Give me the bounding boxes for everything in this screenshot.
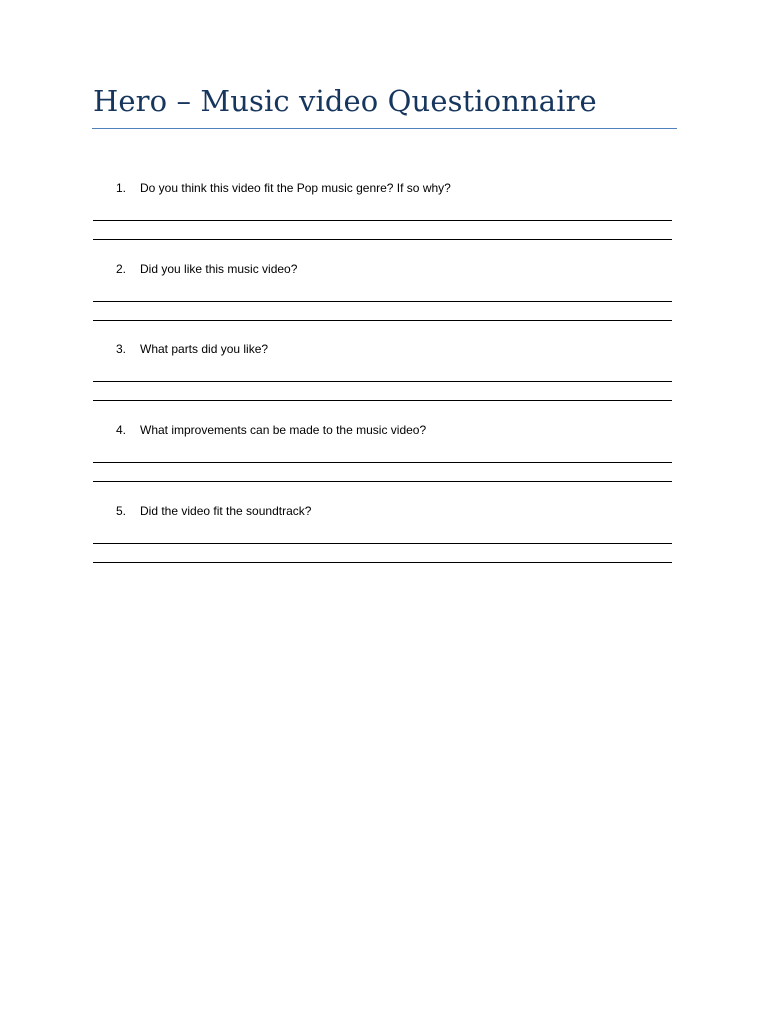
answer-line[interactable]	[93, 301, 672, 302]
question-item	[0, 181, 768, 261]
question-item	[0, 504, 768, 584]
answer-line[interactable]	[93, 562, 672, 563]
question-text: What parts did you like?	[140, 342, 269, 356]
question-number: 2.	[116, 262, 127, 276]
question-number: 4.	[116, 423, 127, 437]
question-item	[0, 262, 768, 342]
question-text: What improvements can be made to the music video?	[140, 423, 427, 437]
answer-line[interactable]	[93, 320, 672, 321]
question-text: Do you think this video fit the Pop music genre? If so why?	[140, 181, 451, 195]
question-text: Did the video fit the soundtrack?	[140, 504, 312, 518]
answer-line[interactable]	[93, 400, 672, 401]
title-underline	[92, 128, 677, 129]
question-number: 5.	[116, 504, 127, 518]
question-item	[0, 342, 768, 422]
question-text: Did you like this music video?	[140, 262, 298, 276]
answer-line[interactable]	[93, 220, 672, 221]
page-title: Hero – Music video Questionnaire	[93, 84, 597, 118]
answer-line[interactable]	[93, 462, 672, 463]
question-number: 1.	[116, 181, 127, 195]
answer-line[interactable]	[93, 381, 672, 382]
question-item	[0, 423, 768, 503]
answer-line[interactable]	[93, 543, 672, 544]
answer-line[interactable]	[93, 239, 672, 240]
question-number: 3.	[116, 342, 127, 356]
answer-line[interactable]	[93, 481, 672, 482]
